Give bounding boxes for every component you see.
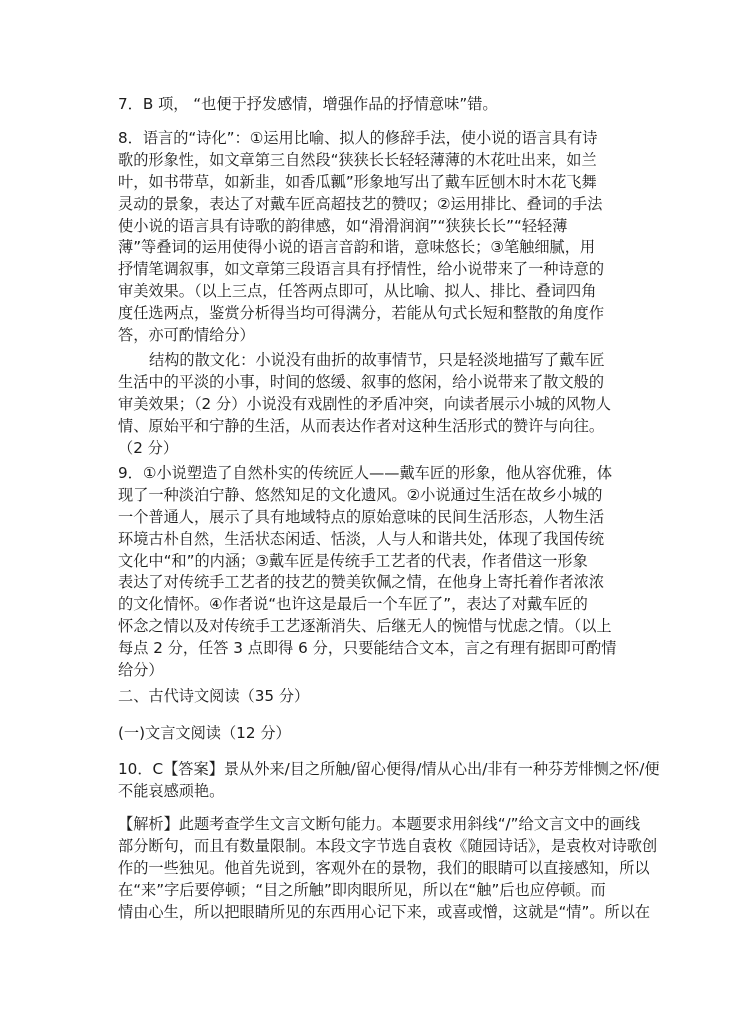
text-line: 灵动的景象，表达了对戴车匠高超技艺的赞叹；②运用排比、叠词的手法 <box>118 194 603 213</box>
text-line: 薄”等叠词的运用使得小说的语言音韵和谐，意味悠长；③笔触细腻，用 <box>118 238 596 257</box>
text-line: 结构的散文化：小说没有曲折的故事情节，只是轻淡地描写了戴车匠 <box>149 351 605 369</box>
text-line: 环境古朴自然，生活状态闲适、恬淡，人与人和谐共处，体现了我国传统 <box>118 529 604 548</box>
subsection-heading <box>118 723 618 745</box>
text-line: 审美效果；（2 分）小说没有戏剧性的矛盾冲突，向读者展示小城的风物人 <box>118 394 611 413</box>
text-line: 抒情笔调叙事，如文章第三段语言具有抒情性，给小说带来了一种诗意的 <box>118 260 604 279</box>
text-line: 歌的形象性，如文章第三自然段“狭狭长长轻轻薄薄的木花吐出来，如兰 <box>118 150 597 169</box>
text-line: 9．①小说塑造了自然朴实的传统匠人——戴车匠的形象，他从容优雅，体 <box>118 464 613 482</box>
answer-8-structure <box>118 350 618 459</box>
text-line: 情、原始平和宁静的生活，从而表达作者对这种生活形式的赞许与向往。 <box>118 416 604 435</box>
text-line: 作的一些独见。他首先说到，客观外在的景物，我们的眼睛可以直接感知，所以 <box>118 858 650 877</box>
text-line: 现了一种淡泊宁静、悠然知足的文化遗风。②小说通过生活在故乡小城的 <box>118 485 603 504</box>
section-title: 二、古代诗文阅读（35 分） <box>118 687 310 705</box>
text-line: 叶，如书带草，如新韭，如香瓜瓤”形象地写出了戴车匠刨木时木花飞舞 <box>118 172 597 191</box>
answer-10 <box>118 759 660 803</box>
text-line: 【解析】此题考查学生文言文断句能力。本题要求用斜线“/”给文言文中的画线 <box>118 815 641 833</box>
text-line: 8．语言的“诗化”：①运用比喻、拟人的修辞手法，使小说的语言具有诗 <box>118 129 598 147</box>
text-line: 的文化情怀。④作者说“也许这是最后一个车匠了”，表达了对戴车匠的 <box>118 595 588 614</box>
text-line: （2 分） <box>118 438 179 457</box>
text-line: 生活中的平淡的小事，时间的悠缓、叙事的悠闲，给小说带来了散文般的 <box>118 372 604 391</box>
subsection-title: (一)文言文阅读（12 分） <box>118 724 291 742</box>
answer-8 <box>118 128 618 347</box>
text-line: 一个普通人，展示了具有地域特点的原始意味的民间生活形态，人物生活 <box>118 507 604 526</box>
text-line: 部分断句，而且有数量限制。本段文字节选自袁枚《随园诗话》，是袁枚对诗歌创 <box>118 836 658 855</box>
text-line: 每点 2 分，任答 3 点即得 6 分，只要能结合文本，言之有理有据即可酌情 <box>118 639 617 658</box>
text-line: 怀念之情以及对传统手工艺逐渐消失、后继无人的惋惜与忧虑之情。（以上 <box>118 617 612 636</box>
text-line: 不能哀感顽艳。 <box>118 781 225 800</box>
text-line: 给分） <box>118 661 164 680</box>
analysis <box>118 814 658 923</box>
text-line: 情由心生，所以把眼睛所见的东西用心记下来，或喜或憎，这就是“情”。所以在 <box>118 902 651 921</box>
text-line: 度任选两点，鉴赏分析得当均可得满分，若能从句式长短和整散的角度作 <box>118 304 604 323</box>
text-line: 10．C【答案】景从外来/目之所触/留心便得/情从心出/非有一种芬芳悱恻之怀/便 <box>118 760 660 778</box>
answer-7 <box>118 94 618 116</box>
text-line: 文化中“和”的内涵；③戴车匠是传统手工艺者的代表，作者借这一形象 <box>118 551 588 570</box>
text-line: 使小说的语言具有诗歌的韵律感，如“滑滑润润”“狭狭长长”“轻轻薄 <box>118 216 568 235</box>
text-line: 在“来”字后要停顿；“目之所触”即肉眼所见，所以在“触”后也应停顿。而 <box>118 880 606 899</box>
text-line: 答，亦可酌情给分） <box>118 326 255 345</box>
text-line: 7．B 项， “也便于抒发感情，增强作品的抒情意味”错。 <box>118 95 498 113</box>
text-line: 表达了对传统手工艺者的技艺的赞美钦佩之情，在他身上寄托着作者浓浓 <box>118 573 604 592</box>
answer-9 <box>118 463 618 682</box>
text-line: 审美效果。（以上三点，任答两点即可，从比喻、拟人、排比、叠词四角 <box>118 282 597 301</box>
section-heading <box>118 686 618 708</box>
